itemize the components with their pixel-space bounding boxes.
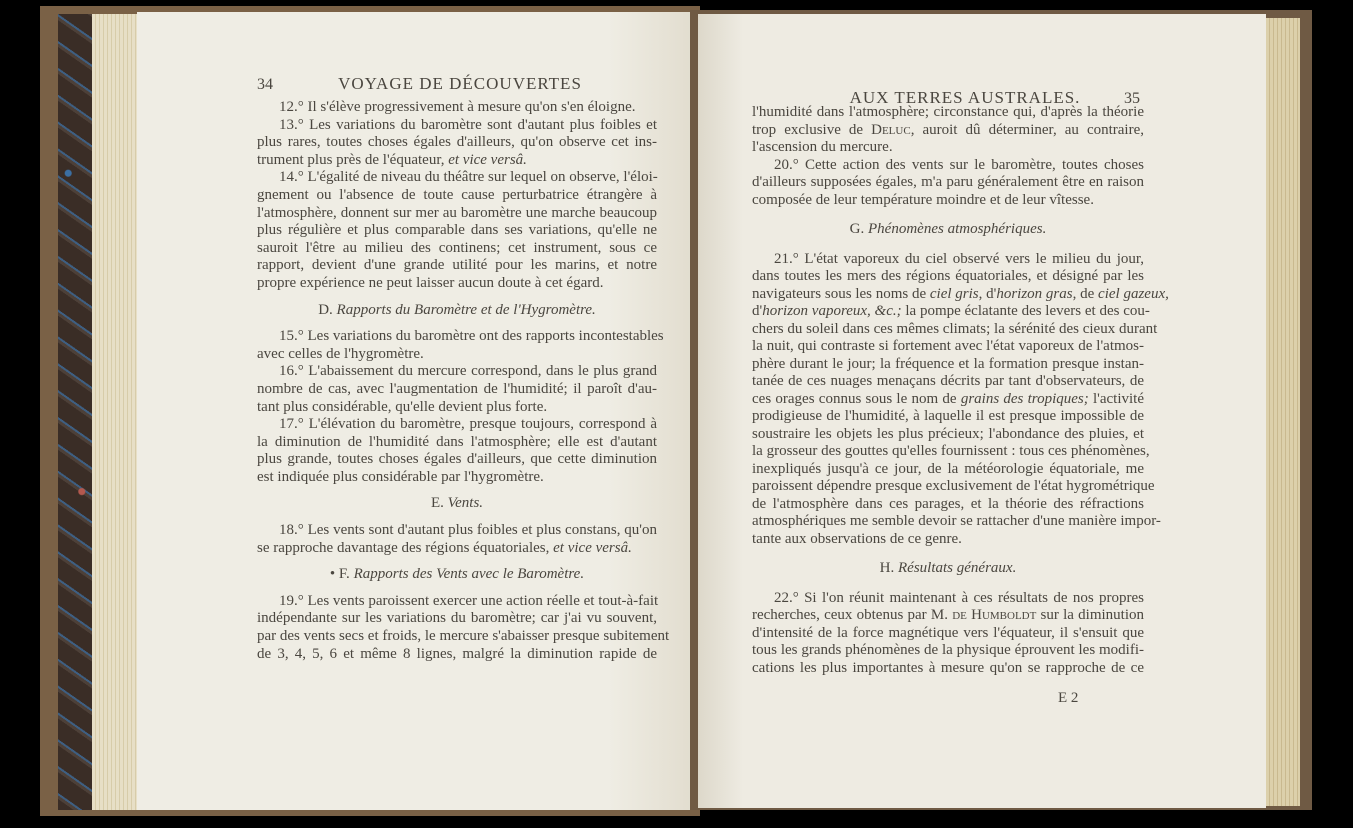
text-line: la grosseur des gouttes qu'elles fournissent : tous ces phénomènes, <box>752 443 1150 459</box>
text-line: phère durant le jour; la fréquence et la formation presque instan- <box>752 355 1144 372</box>
text-line: plus rares, toutes choses égales d'ailleurs, qu'on observe cet ins- <box>257 134 657 151</box>
text-line: de 3, 4, 5, 6 et même 8 lignes, malgré la diminution rapide de <box>257 645 657 662</box>
text-line: de l'atmosphère dans ces parages, et la théorie des réfractions <box>752 495 1144 512</box>
text-line: par des vents secs et froids, le mercure s'abaisser presque subitement <box>257 628 670 645</box>
text-line: d'ailleurs supposées égales, m'a paru généralement être en raison <box>752 174 1144 190</box>
section-title: Rapports du Baromètre et de l'Hygromètre. <box>336 301 596 318</box>
text-line: gnement ou l'absence de toute cause perturbatrice étrangère à <box>257 186 657 203</box>
section-heading <box>752 221 1144 239</box>
section-letter: H. <box>879 560 899 576</box>
text-line: ces orages connus sous le nom de grains des tropiques; l'activité <box>752 390 1145 407</box>
section-letter: • F. <box>329 566 354 583</box>
left-page-text <box>257 99 670 663</box>
marbled-endpaper <box>58 14 92 810</box>
right-page-text <box>752 104 1169 677</box>
text-line: 12.° Il s'élève progressivement à mesure qu'on s'en éloigne. <box>279 99 636 115</box>
text-line: atmosphériques me semble devoir se rattacher d'une manière impor- <box>752 513 1161 529</box>
text-line: est indiquée plus considérable par l'hygromètre. <box>257 468 544 485</box>
section-heading <box>752 560 1144 578</box>
section-heading <box>257 495 657 513</box>
section-letter: G. <box>849 221 869 237</box>
text-line: prodigieuse de l'humidité, à laquelle il est presque impossible de <box>752 408 1144 424</box>
text-line: 14.° L'égalité de niveau du théâtre sur lequel on observe, l'éloi- <box>279 169 658 186</box>
page-number-left: 34 <box>257 76 273 93</box>
text-line: d'intensité de la force magnétique vers l'équateur, il s'ensuit que <box>752 624 1144 641</box>
section-title: Rapports des Vents avec le Baromètre. <box>353 566 585 583</box>
section-letter: D. <box>318 301 337 318</box>
text-line: tante aux observations de ce genre. <box>752 530 962 547</box>
text-line: l'ascension du mercure. <box>752 139 893 155</box>
page-edges-right <box>1266 18 1300 806</box>
text-line: paroissent dépendre presque exclusivement de l'état hygrométrique <box>752 478 1155 494</box>
text-line: soustraire les objets les plus précieux; l'abondance des pluies, et <box>752 425 1144 442</box>
text-line: plus régulière et plus comparable dans ses variations, qu'elle ne <box>257 222 657 239</box>
text-line: inexpliqués jusqu'à ce jour, de la météorologie équatoriale, me <box>752 460 1144 477</box>
text-line: cations les plus importantes à mesure qu'on se rapproche de ce <box>752 659 1144 676</box>
text-line: rapport, devient d'une grande utilité pour les marins, et notre <box>257 257 657 274</box>
running-head-left: VOYAGE DE DÉCOUVERTES <box>338 74 582 93</box>
section-letter: E. <box>430 495 448 512</box>
text-line: la nuit, qui contraste si fortement avec l'état vaporeux de l'atmos- <box>752 338 1144 354</box>
text-line: 17.° L'élévation du baromètre, presque toujours, correspond à <box>279 416 657 433</box>
section-heading <box>257 302 657 320</box>
text-line: 22.° Si l'on réunit maintenant à ces résultats de nos propres <box>774 589 1144 606</box>
text-line: 19.° Les vents paroissent exercer une action réelle et tout-à-fait <box>279 592 659 609</box>
section-heading <box>257 566 657 584</box>
text-line: nombre de cas, avec l'augmentation de l'humidité; il paroît d'au- <box>257 380 657 397</box>
section-title: Résultats généraux. <box>898 560 1017 576</box>
text-line: l'atmosphère, donnent sur mer au baromètre une marche beaucoup <box>257 204 657 221</box>
text-line: 20.° Cette action des vents sur le baromètre, toutes choses <box>774 156 1144 173</box>
text-line: indépendante sur les variations du baromètre; car j'ai vu souvent, <box>257 610 657 627</box>
text-line: 15.° Les variations du baromètre ont des rapports incontestables <box>279 328 664 345</box>
text-line: 18.° Les vents sont d'autant plus foibles et plus constans, qu'on <box>279 522 657 539</box>
text-line: avec celles de l'hygromètre. <box>257 345 424 362</box>
text-line: 21.° L'état vaporeux du ciel observé vers le milieu du jour, <box>774 250 1144 267</box>
section-title: Vents. <box>447 495 484 512</box>
text-line: trument plus près de l'équateur, et vice versâ. <box>257 151 527 168</box>
text-line: dans toutes les mers des régions équatoriales, et désigné par les <box>752 268 1144 284</box>
text-line: recherches, ceux obtenus par M. de Humboldt sur la diminution <box>752 607 1144 623</box>
text-line: trop exclusive de Deluc, auroit dû déterminer, au contraire, <box>752 121 1145 138</box>
text-line: d'horizon vaporeux, &c.; la pompe éclatante des levers et des cou- <box>752 303 1150 319</box>
text-line: tanée de ces nuages menaçans décrits par tant d'observateurs, de <box>752 373 1144 389</box>
running-head-right: AUX TERRES AUSTRALES. <box>849 88 1081 107</box>
text-line: la diminution de l'humidité dans l'atmosphère; elle est d'autant <box>257 433 657 450</box>
text-line: navigateurs sous les noms de ciel gris, d'horizon gras, de ciel gazeux, <box>752 285 1169 302</box>
signature-mark: E 2 <box>1058 690 1079 706</box>
text-line: tous les grands phénomènes de la physique éprouvent les modifi- <box>752 642 1144 658</box>
text-line: 16.° L'abaissement du mercure correspond, dans le plus grand <box>279 363 657 380</box>
text-line: sauroit l'être au milieu des continens; cet instrument, sous ce <box>257 239 657 256</box>
section-title: Phénomènes atmosphériques. <box>868 221 1047 237</box>
page-edges-left <box>92 14 137 810</box>
text-line: propre expérience ne peut laisser aucun doute à cet égard. <box>257 274 604 291</box>
text-line: chers du soleil dans ces mêmes climats; la sérénité des cieux durant <box>752 320 1158 337</box>
text-line: tant plus considérable, qu'elle devient plus forte. <box>257 398 548 415</box>
text-line: 13.° Les variations du baromètre sont d'autant plus foibles et <box>279 116 657 133</box>
text-line: plus grande, toutes choses égales d'ailleurs, que cette diminution <box>257 451 657 468</box>
text-line: l'humidité dans l'atmosphère; circonstance qui, d'après la théorie <box>752 104 1144 120</box>
page-number-right: 35 <box>1124 90 1140 107</box>
text-line: composée de leur température moindre et de leur vîtesse. <box>752 191 1094 208</box>
text-line: se rapproche davantage des régions équatoriales, et vice versâ. <box>257 539 632 556</box>
